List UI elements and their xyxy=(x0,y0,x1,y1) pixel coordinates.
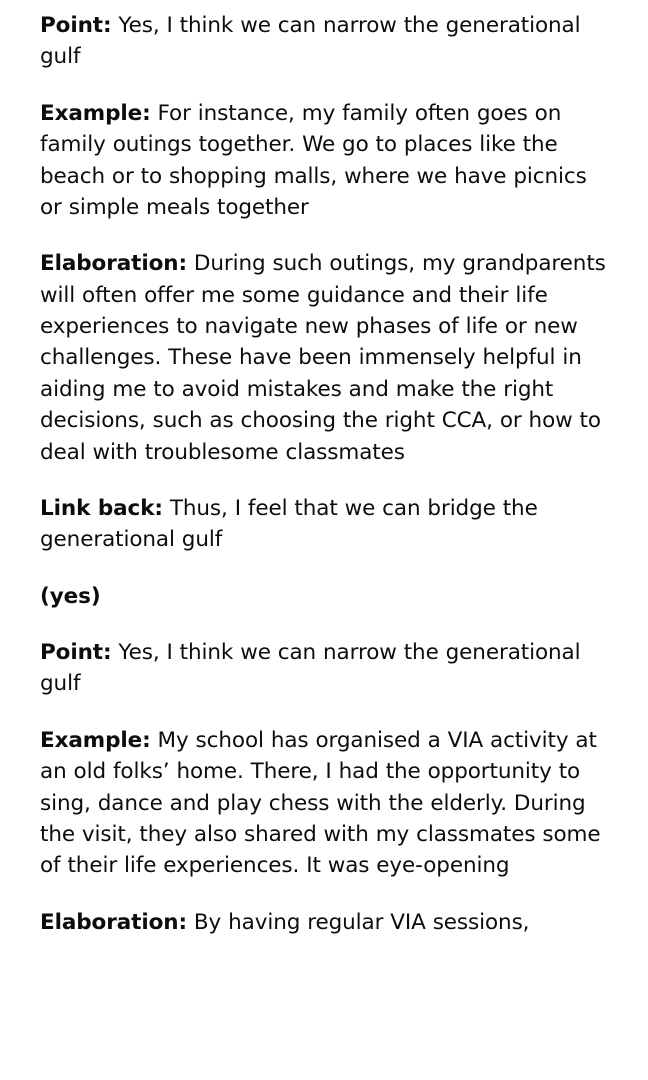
paragraph-example-2-text: My school has organised a VIA activity at an old folks’ home. There, I had the opportunity to sing, dance and play chess with the elderly. During the visit, they also shared with my classmates some of their life experiences. It was eye-opening xyxy=(40,727,601,879)
paragraph-elaboration-2 xyxy=(40,907,608,938)
paragraph-point-2-lead: Point: xyxy=(40,640,112,665)
paragraph-elaboration-1-text: During such outings, my grandparents will often offer me some guidance and their life experiences to navigate new phases of life or new challenges. These have been immensely helpful in aiding me to avoid mistakes and make the right decisions, such as choosing the right CCA, or how to deal with troublesome classmates xyxy=(40,251,606,465)
paragraph-example-2 xyxy=(40,725,608,882)
paragraph-point-1-lead: Point: xyxy=(40,13,112,38)
paragraph-point-1 xyxy=(40,10,608,73)
paragraph-example-1-text: For instance, my family often goes on family outings together. We go to places like the beach or to shopping malls, where we have picnics or simple meals together xyxy=(40,100,587,220)
paragraph-point-2-text: Yes, I think we can narrow the generational gulf xyxy=(40,640,581,697)
paragraph-link-back-1 xyxy=(40,493,608,556)
paragraph-link-back-1-text: Thus, I feel that we can bridge the generational gulf xyxy=(40,495,538,553)
paragraph-link-back-1-lead: Link back: xyxy=(40,495,163,521)
paragraph-example-2-lead: Example: xyxy=(40,727,151,753)
paragraph-elaboration-1-lead: Elaboration: xyxy=(40,251,187,277)
paragraph-elaboration-2-lead: Elaboration: xyxy=(40,909,187,935)
paragraph-point-1-text: Yes, I think we can narrow the generational gulf xyxy=(40,13,581,70)
paragraph-elaboration-2-text: By having regular VIA sessions, xyxy=(186,909,530,935)
paragraph-container xyxy=(40,10,608,938)
paragraph-yes-label-lead: (yes) xyxy=(40,583,101,609)
paragraph-elaboration-1 xyxy=(40,248,608,468)
paragraph-example-1 xyxy=(40,98,608,224)
paragraph-yes-label xyxy=(40,581,608,612)
paragraph-point-2 xyxy=(40,637,608,700)
paragraph-example-1-lead: Example: xyxy=(40,100,151,126)
